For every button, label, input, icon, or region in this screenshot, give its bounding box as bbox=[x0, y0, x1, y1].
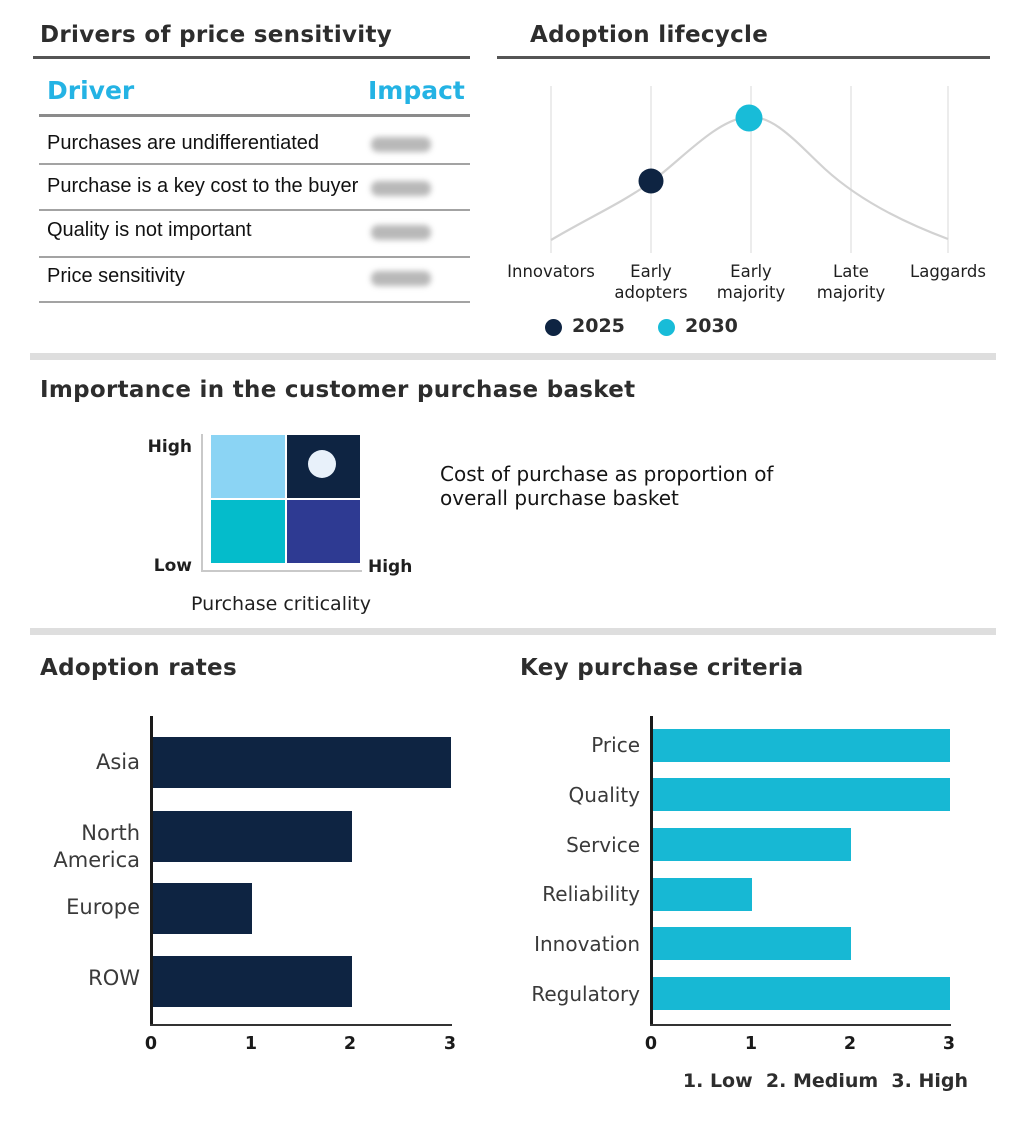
header-rule bbox=[39, 114, 470, 117]
x-tick: 1 bbox=[244, 1034, 258, 1054]
row-rule bbox=[39, 256, 470, 258]
bar-europe bbox=[153, 883, 253, 934]
legend-2025-dot bbox=[545, 319, 562, 336]
adoption-x-axis bbox=[150, 1024, 452, 1026]
bar-label-row: ROW bbox=[88, 966, 140, 990]
lifecycle-category-label: Late majority bbox=[816, 262, 886, 302]
x-tick: 2 bbox=[343, 1034, 357, 1054]
row-rule bbox=[39, 209, 470, 211]
impact-value-redacted bbox=[371, 137, 431, 152]
title-rule bbox=[497, 56, 990, 59]
matrix-marker-dot bbox=[308, 450, 336, 478]
bar-label-regulatory: Regulatory bbox=[531, 982, 640, 1006]
bar-north-america bbox=[153, 811, 352, 862]
row-rule bbox=[39, 163, 470, 165]
price-sensitivity-title: Drivers of price sensitivity bbox=[40, 22, 393, 48]
lifecycle-category-label: Early adopters bbox=[614, 262, 688, 302]
bar-label-service: Service bbox=[566, 833, 640, 857]
matrix-quadrant-top-left bbox=[211, 435, 285, 498]
adoption-rates-title: Adoption rates bbox=[40, 655, 237, 681]
bar-label-quality: Quality bbox=[568, 783, 640, 807]
bar-label-price: Price bbox=[591, 733, 640, 757]
bar-innovation bbox=[653, 927, 851, 960]
x-tick: 1 bbox=[744, 1034, 758, 1054]
matrix-y-axis bbox=[201, 434, 203, 572]
bar-label-reliability: Reliability bbox=[542, 882, 640, 906]
matrix-x-axis-title: Purchase criticality bbox=[191, 593, 371, 615]
bar-quality bbox=[653, 778, 950, 811]
matrix-quadrant-bottom-right bbox=[287, 500, 360, 563]
criteria-x-axis bbox=[650, 1024, 951, 1026]
legend-2025-label: 2025 bbox=[572, 315, 625, 337]
lifecycle-category-label: Innovators bbox=[507, 262, 595, 281]
legend-2030-dot bbox=[658, 319, 675, 336]
matrix-x-high-label: High bbox=[368, 557, 413, 577]
impact-value-redacted bbox=[371, 271, 431, 286]
x-tick: 0 bbox=[644, 1034, 658, 1054]
bar-label-innovation: Innovation bbox=[534, 932, 640, 956]
section-divider bbox=[30, 353, 996, 360]
row-rule bbox=[39, 301, 470, 303]
table-header-driver: Driver bbox=[47, 76, 135, 105]
table-row-driver: Purchases are undifferentiated bbox=[47, 132, 320, 154]
lifecycle-title: Adoption lifecycle bbox=[530, 22, 769, 48]
impact-value-redacted bbox=[371, 225, 431, 240]
table-row-driver: Quality is not important bbox=[47, 219, 252, 241]
bar-service bbox=[653, 828, 851, 861]
title-rule bbox=[33, 56, 470, 59]
impact-value-redacted bbox=[371, 181, 431, 196]
basket-title: Importance in the customer purchase basket bbox=[40, 377, 636, 403]
lifecycle-category-label: Laggards bbox=[910, 262, 986, 281]
x-tick: 0 bbox=[144, 1034, 158, 1054]
table-row-driver: Purchase is a key cost to the buyer bbox=[47, 175, 359, 197]
bar-reliability bbox=[653, 878, 752, 911]
legend-2030-label: 2030 bbox=[685, 315, 738, 337]
x-tick: 3 bbox=[443, 1034, 457, 1054]
lifecycle-chart bbox=[530, 80, 990, 265]
matrix-y-low-label: Low bbox=[153, 556, 192, 576]
lifecycle-category-label: Early majority bbox=[716, 262, 786, 302]
bell-curve bbox=[551, 117, 948, 240]
point-2025 bbox=[639, 169, 664, 194]
x-tick: 3 bbox=[942, 1034, 956, 1054]
matrix-y-high-label: High bbox=[147, 437, 192, 457]
criteria-scale-note: 1. Low 2. Medium 3. High bbox=[682, 1070, 968, 1092]
point-2030 bbox=[736, 105, 763, 132]
bar-regulatory bbox=[653, 977, 950, 1010]
table-row-driver: Price sensitivity bbox=[47, 265, 185, 287]
bar-label-asia: Asia bbox=[95, 750, 140, 774]
basket-annotation: Cost of purchase as proportion of overall purchase basket bbox=[440, 462, 774, 510]
bar-asia bbox=[153, 737, 452, 788]
x-tick: 2 bbox=[843, 1034, 857, 1054]
bar-row bbox=[153, 956, 352, 1007]
bar-label-europe: Europe bbox=[66, 895, 140, 919]
matrix-x-axis bbox=[201, 570, 362, 572]
bar-label-north-america: North America bbox=[53, 821, 140, 872]
bar-price bbox=[653, 729, 950, 762]
section-divider bbox=[30, 628, 996, 635]
table-header-impact: Impact bbox=[368, 76, 465, 105]
purchase-criteria-title: Key purchase criteria bbox=[520, 655, 804, 681]
matrix-quadrant-bottom-left bbox=[211, 500, 285, 563]
